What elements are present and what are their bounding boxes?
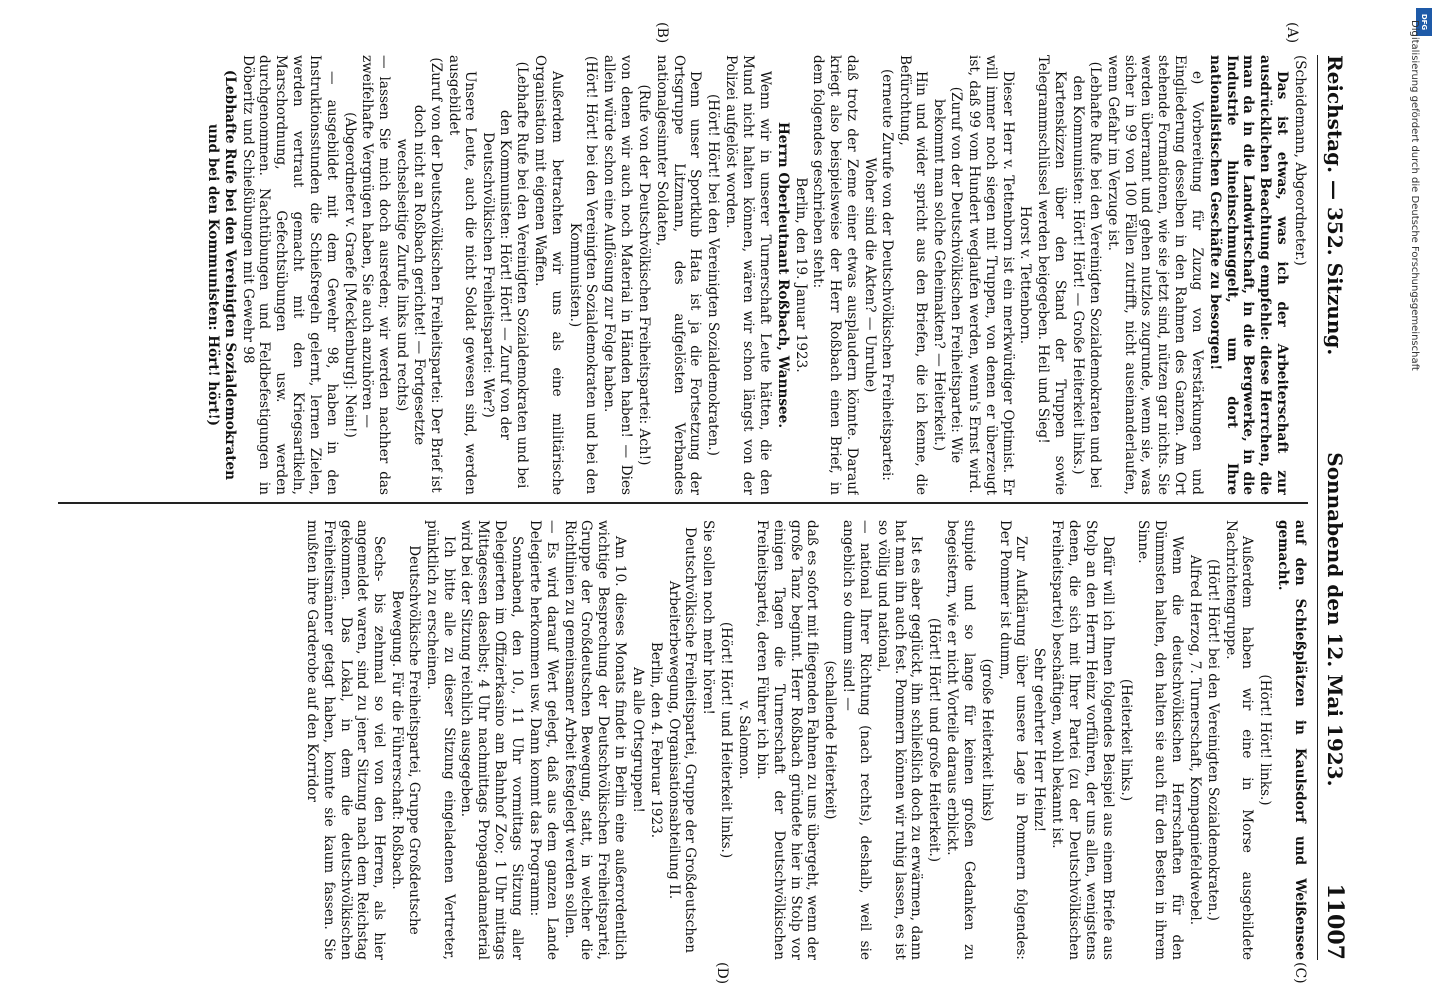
- interjection: (Hört! Hört! bei den Vereinigten Sozialdemokraten.): [705, 93, 722, 456]
- paragraph: Am 10. dieses Monats findet in Berlin eine außerordentlich wichtige Besprechung der Deutschvölkischen Freiheitspartei, Gruppe der Großdeutschen Bewegung, statt, in welcher die Richtlinien zu gemeinsamer Arbeit festgelegt werden sollen.: [561, 520, 629, 960]
- interjection: (große Heiterkeit links): [978, 658, 995, 822]
- paragraph: Sechs- bis zehnmal so viel von den Herren, als hier angemeldet waren, sind zu jener Sitzung nach dem Reichstag gekommen. Das Lokal, in dem die deutschvölkischen Freiheitsmänner getagt haben, konnte sie kaum fassen. Sie mußten ihre Garderobe auf den Korridor: [303, 520, 388, 960]
- paragraph: Das ist etwas, was ich der Arbeiterschaft zur ausdrücklichen Beachtung empfehle: diese Herrchen, die man da in die Landwirtschaft, in die Bergwerke, in die Industrie hineinschmuggelt, um dort Ihre nationalistischen Geschäfte zu besorgen!: [1206, 55, 1291, 495]
- dfg-logo: DFG: [1416, 8, 1432, 36]
- interjection: (schallende Heiterkeit): [822, 660, 839, 820]
- paragraph: Ist es aber geglückt, ihn schließlich doch zu erwärmen, dann hat man ihn auch fest. Pommern können wir ruhig lassen, es ist so völlig und national,: [874, 520, 925, 960]
- addressee: Herrn Oberleutnant Roßbach, Wannsee.: [774, 121, 791, 429]
- paragraph: auf den Schießplätzen in Kaulsdorf und Weißensee gemacht.: [1275, 520, 1308, 960]
- signature: Alfred Herzog, 7. Turnerschaft, Kompagniefeldwebel.: [1186, 554, 1203, 926]
- signature: Deutschvölkische Freiheitspartei, Gruppe Großdeutsche Bewegung. Für die Führerschaft: Roßbach.: [389, 545, 422, 935]
- paragraph: Dafür will ich Ihnen folgendes Beispiel aus einem Briefe aus Stolp an den Herrn Heinz vorführen, der uns allen, wenigstens denen, die sich mit Ihrer Partei (zu der Deutschvölkischen Freiheitspartei) beschäftigen, wohl bekannt ist.: [1049, 520, 1116, 960]
- header-left: Reichstag. — 352. Sitzung.: [1323, 55, 1347, 356]
- paragraph: — national Ihrer Richtung (nach rechts), deshalb, weil sie angeblich so dumm sind! —: [840, 520, 873, 960]
- page-number: 11007: [1322, 883, 1348, 960]
- letterhead: Deutschvölkische Freiheitspartei, Gruppe der Großdeutschen Arbeiterbewegung, Organisationsabteilung II.: [665, 527, 699, 953]
- interjection: (erneute Zurufe von der Deutschvölkischen Freiheitspartei: Woher sind die Akten? — Unruhe): [861, 68, 895, 481]
- digitization-stamp: [1408, 10, 1428, 990]
- paragraph: Ich bitte alle zu dieser Sitzung eingeladenen Vertreter, pünktlich zu erscheinen.: [423, 520, 457, 960]
- interjection: (Hört! Hört! und Heiterkeit links.): [718, 621, 735, 859]
- signature: v. Salomon.: [736, 700, 752, 780]
- paragraph: Denn unser Sportklub Hata ist ja die Fortsetzung der Ortsgruppe Litzmann, des aufgelösten Verbandes nationalgesinnter Soldaten,: [653, 55, 704, 495]
- interjection: (Abgeordneter v. Graefe [Mecklenburg]: Nein!): [341, 112, 358, 438]
- paragraph: Zur Aufklärung über unsere Lage in Pommern folgendes: Der Pommer ist dumm,: [996, 520, 1030, 960]
- interjection: (Hört! Hört! bei den Vereinigten Sozialdemokraten und bei den Kommunisten.): [566, 55, 600, 495]
- interjection: (Hört! Hört! und große Heiterkeit.): [926, 617, 943, 863]
- paragraph: Hin und wider spricht aus den Briefen, die ich kenne, die Befürchtung,: [896, 55, 930, 495]
- interjection: (Zuruf von der Deutschvölkischen Freiheitspartei: Der Brief ist doch nicht an Roßbach gerichtet! — Fortgesetzte wechselseitige Zurufe links und rechts): [394, 57, 444, 493]
- paragraph: Kartenskizzen über den Stand der Truppen sowie Telegrammschlüssel werden beigegeben. Heil und Sieg!: [1035, 55, 1069, 495]
- paragraph: Wenn die deutschvölkischen Herrschaften für den Dümmsten halten, den halten sie auch für den Besten in ihrem Sinne.: [1135, 520, 1186, 960]
- column-divider: [58, 502, 1308, 504]
- dateline: Berlin, den 4. Februar 1923.: [647, 641, 664, 839]
- interjection: (Rufe von der Deutschvölkischen Freiheitspartei: Ach!): [635, 84, 652, 466]
- paragraph: — ausgebildet mit dem Gewehr 98, haben in den Instruktionsstunden die Schießregeln gelernt, lernen Zielen, werden vertraut gemacht mit den Kriegsartikeln, Marschordnung, Gefechtsübungen usw. werden durchgenommen. Nachtübungen und Feldbefestigungen in Döberitz und Schießübungen mit Gewehr 98: [239, 55, 340, 495]
- margin-marker-b: (B): [654, 22, 670, 44]
- salutation: Sehr geehrter Herr Heinz!: [1031, 647, 1048, 833]
- margin-marker-c: (C): [1292, 962, 1308, 984]
- signature: Horst v. Tettenborn.: [1017, 205, 1034, 345]
- speaker-line: (Scheidemann, Abgeordneter.): [1292, 55, 1308, 266]
- paragraph: Wenn wir in unserer Turnerschaft Leute hätten, die den Mund nicht halten können, wären wir schon längst von der Polizei aufgelöst worden.: [723, 55, 773, 495]
- interjection: (Lebhafte Rufe bei den Vereinigten Sozialdemokraten und bei den Kommunisten: Hört! Hört! — Zuruf von der Deutschvölkischen Freiheitspartei: Wer?): [480, 61, 531, 489]
- interjection: (Hört! Hört! links.): [1257, 674, 1274, 806]
- interjection: (Zuruf von der Deutschvölkischen Freiheitspartei: Wie bekommt man solche Geheimakten? — Heiterkeit.): [931, 86, 965, 464]
- paragraph: — lassen Sie mich doch ausreden; wir werden nachher das zweifelhafte Vergnügen haben, Sie auch anzuhören —: [359, 55, 393, 495]
- paragraph: Außerdem betrachten wir uns als eine militärische Organisation mit eigenen Waffen.: [531, 55, 565, 495]
- page-header: [1317, 55, 1352, 960]
- digitization-stamp-text: Digitalisierung gefördert durch die Deutsche Forschungsgemeinschaft: [1409, 20, 1420, 371]
- paragraph: Unsere Leute, auch die nicht Soldat gewesen sind, werden ausgebildet: [445, 55, 479, 495]
- paragraph: von denen wir auch noch Material in Händen haben! — Dies allein würde schon eine Auflösung zur Folge haben.: [601, 55, 635, 495]
- paragraph: daß es sofort mit fliegenden Fahnen zu uns übergeht, wenn der große Tanz beginnt. Herr Roßbach gründete hier in Stolp vor einigen Tagen die Turnerschaft der Deutschvölkischen Freiheitspartei, deren Führer ich bin.: [753, 520, 821, 960]
- paragraph: — Es wird darauf Wert gelegt, daß aus dem ganzen Lande Delegierte herkommen usw. Dann kommt das Programm:: [526, 520, 560, 960]
- right-column: [58, 520, 1308, 960]
- interjection: (Lebhafte Rufe bei den Vereinigten Sozialdemokraten und bei den Kommunisten: Hört! hört!): [204, 69, 238, 481]
- interjection: (Heiterkeit links.): [1117, 678, 1134, 802]
- interjection: (Hört! Hört! bei den Vereinigten Sozialdemokraten.): [1204, 558, 1221, 921]
- dateline: Berlin, den 19. Januar 1923.: [792, 177, 809, 373]
- paragraph: stupide und so lange für keinen großen Gedanken zu begeistern, wie er nicht Vorteile daraus erblickt.: [944, 520, 977, 960]
- paragraph: Sonnabend, den 10., 11 Uhr vormittags Sitzung aller Delegierten im Offizierkasino am Bahnhof Zoo; 1 Uhr mittags Mittagessen daselbst; 4 Uhr nachmittags Propagandamaterial wird bei der Sitzung reichlich ausgegeben.: [458, 520, 526, 960]
- paragraph: Außerdem haben wir eine in Morse ausgebildete Nachrichtengruppe.: [1222, 520, 1256, 960]
- margin-marker-d: (D): [714, 962, 730, 985]
- left-column: [58, 55, 1308, 495]
- paragraph: e) Vorbereitung für Zuzug von Verstärkungen und Eingliederung desselben in den Rahmen des Ganzen. Am Ort stehende Formationen, wie sie jetzt sind, nützen gar nichts. Sie werden überrannt und gehen nutzlos zugrunde, wenn sie, was sicher in 99 von 100 Fällen zutrifft, nicht auseinanderlaufen, wenn Gefahr im Verzuge ist.: [1104, 55, 1205, 495]
- paragraph: daß trotz der Zeme einer etwas ausplaudern könnte. Darauf kriegt also beispielsweise der Herr Roßbach einen Brief, in dem folgendes geschrieben steht:: [810, 55, 861, 495]
- salutation: An alle Ortsgruppen!: [629, 667, 646, 813]
- paragraph: Sie sollen noch mehr hören!: [700, 520, 717, 715]
- header-center: Sonnabend den 12. Mai 1923.: [1323, 452, 1347, 787]
- margin-marker-a: (A): [1284, 22, 1300, 44]
- interjection: (Lebhafte Rufe bei den Vereinigten Sozialdemokraten und bei den Kommunisten: Hört! Hört! — Große Heiterkeit links.): [1070, 61, 1103, 489]
- paragraph: Dieser Herr v. Tettenborn ist ein merkwürdiger Optimist. Er will immer noch siegen mit Truppen, von denen er überzeugt ist, daß 99 vom Hundert weglaufen werden, wenn's Ernst wird.: [965, 55, 1016, 495]
